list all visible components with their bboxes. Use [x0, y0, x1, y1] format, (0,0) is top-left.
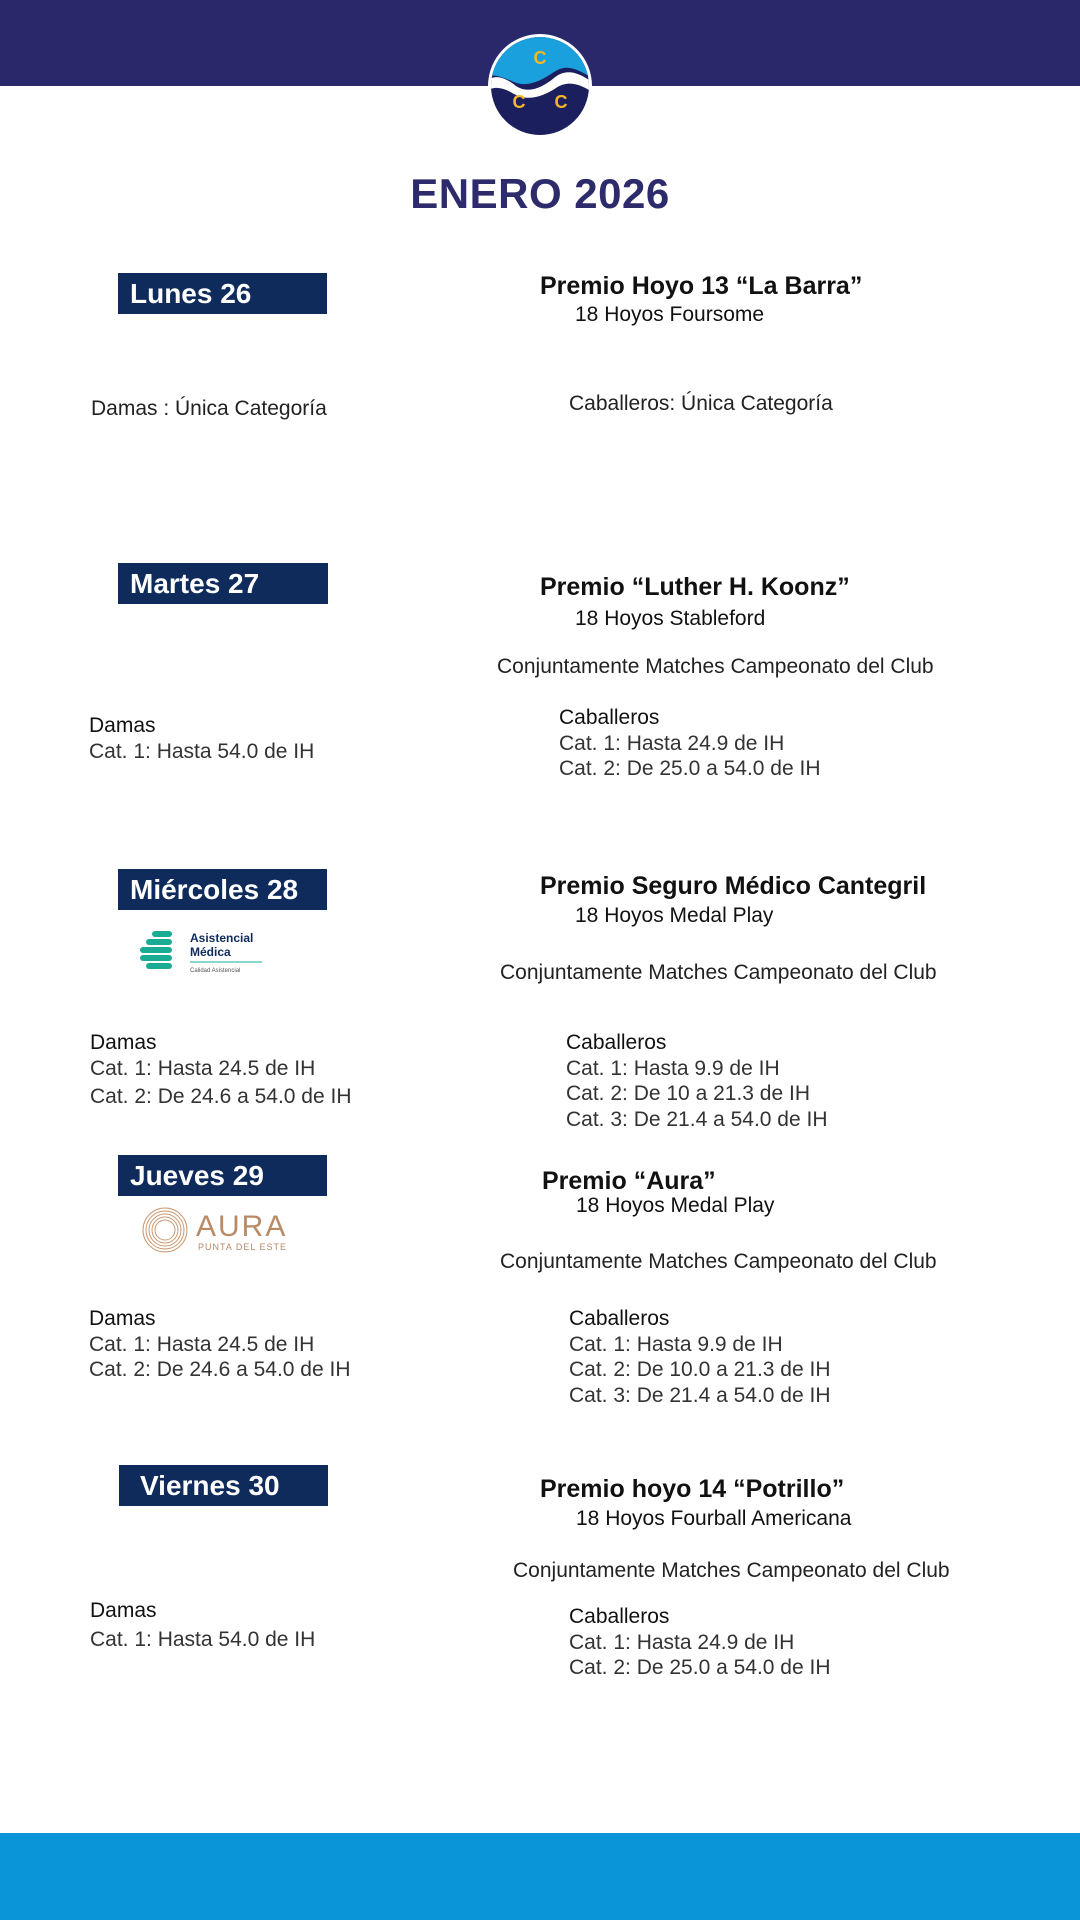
ladies-categories: [90, 1596, 315, 1654]
ladies-cat-line: Cat. 1: Hasta 24.5 de IH: [90, 1056, 316, 1080]
prize-title: Premio Seguro Médico Cantegril: [540, 872, 927, 900]
men-heading: Caballeros: [559, 706, 660, 729]
men-categories: [569, 1306, 831, 1408]
asistencial-medica-logo: [138, 928, 268, 976]
men-cat-line: Cat. 2: De 10 a 21.3 de IH: [566, 1082, 810, 1105]
joint-matches-note: Conjuntamente Matches Campeonato del Club: [497, 655, 934, 678]
ladies-cat-line: Cat. 1: Hasta 54.0 de IH: [90, 1628, 316, 1651]
men-cat-line: Cat. 3: De 21.4 a 54.0 de IH: [569, 1383, 831, 1407]
men-cat-line: Cat. 2: De 25.0 a 54.0 de IH: [569, 1656, 831, 1679]
day-label-viernes: Viernes 30: [119, 1465, 328, 1506]
men-cat-line: Cat. 1: Hasta 24.9 de IH: [569, 1630, 795, 1654]
game-format: 18 Hoyos Fourball Americana: [576, 1507, 852, 1530]
joint-matches-note: Conjuntamente Matches Campeonato del Club: [513, 1559, 950, 1582]
prize-title: Premio “Luther H. Koonz”: [540, 573, 850, 601]
logo-letter-top: C: [533, 48, 547, 68]
logo-letter-right: C: [554, 92, 568, 112]
sponsor-line: Asistencial: [190, 931, 254, 945]
game-format: 18 Hoyos Medal Play: [575, 904, 774, 927]
men-cat-line: Cat. 1: Hasta 24.9 de IH: [559, 731, 785, 755]
men-cat-line: Cat. 1: Hasta 9.9 de IH: [566, 1056, 780, 1080]
ladies-categories: [90, 1030, 352, 1110]
ladies-cat-line: Cat. 2: De 24.6 a 54.0 de IH: [89, 1358, 351, 1381]
men-category: Caballeros: Única Categoría: [569, 392, 833, 415]
men-cat-line: Cat. 1: Hasta 9.9 de IH: [569, 1332, 783, 1356]
ladies-categories: [89, 1306, 351, 1383]
day-label-martes: Martes 27: [118, 563, 328, 604]
joint-matches-note: Conjuntamente Matches Campeonato del Club: [500, 1250, 937, 1273]
ladies-categories: [89, 713, 314, 764]
ladies-heading: Damas: [89, 1307, 156, 1330]
men-categories: [569, 1604, 831, 1681]
day-label-miercoles: Miércoles 28: [118, 869, 327, 910]
ladies-category: Damas : Única Categoría: [91, 397, 327, 420]
men-heading: Caballeros: [569, 1307, 670, 1330]
sponsor-line: Médica: [190, 945, 231, 959]
sponsor-line: Calidad Asistencial: [190, 968, 241, 974]
ladies-cat-line: Cat. 2: De 24.6 a 54.0 de IH: [90, 1085, 352, 1108]
game-format: 18 Hoyos Medal Play: [576, 1194, 775, 1217]
game-format: 18 Hoyos Foursome: [575, 303, 765, 326]
ladies-heading: Damas: [90, 1031, 157, 1054]
club-logo: [488, 34, 592, 138]
men-heading: Caballeros: [566, 1031, 667, 1054]
men-heading: Caballeros: [569, 1605, 670, 1628]
ladies-cat-line: Cat. 1: Hasta 24.5 de IH: [89, 1332, 315, 1356]
men-categories: [566, 1030, 828, 1132]
game-format: 18 Hoyos Stableford: [575, 607, 766, 630]
ladies-heading: Damas: [89, 714, 156, 737]
ladies-cat-line: Cat. 1: Hasta 54.0 de IH: [89, 739, 315, 763]
page-title: ENERO 2026: [410, 170, 670, 217]
prize-title: Premio hoyo 14 “Potrillo”: [540, 1475, 845, 1503]
men-cat-line: Cat. 2: De 10.0 a 21.3 de IH: [569, 1358, 831, 1381]
prize-title: Premio Hoyo 13 “La Barra”: [540, 272, 863, 300]
logo-letter-left: C: [512, 92, 526, 112]
day-label-jueves: Jueves 29: [118, 1155, 327, 1196]
bottom-footer-bar: [0, 1833, 1080, 1920]
joint-matches-note: Conjuntamente Matches Campeonato del Club: [500, 961, 937, 984]
day-label-lunes: Lunes 26: [118, 273, 327, 314]
prize-title: Premio “Aura”: [542, 1167, 716, 1195]
men-cat-line: Cat. 3: De 21.4 a 54.0 de IH: [566, 1107, 828, 1131]
sponsor-name: AURA: [196, 1210, 288, 1243]
men-cat-line: Cat. 2: De 25.0 a 54.0 de IH: [559, 757, 821, 780]
sponsor-location: PUNTA DEL ESTE: [198, 1242, 288, 1252]
aura-logo: [140, 1204, 305, 1256]
ladies-heading: Damas: [90, 1599, 157, 1622]
men-categories: [559, 705, 821, 782]
